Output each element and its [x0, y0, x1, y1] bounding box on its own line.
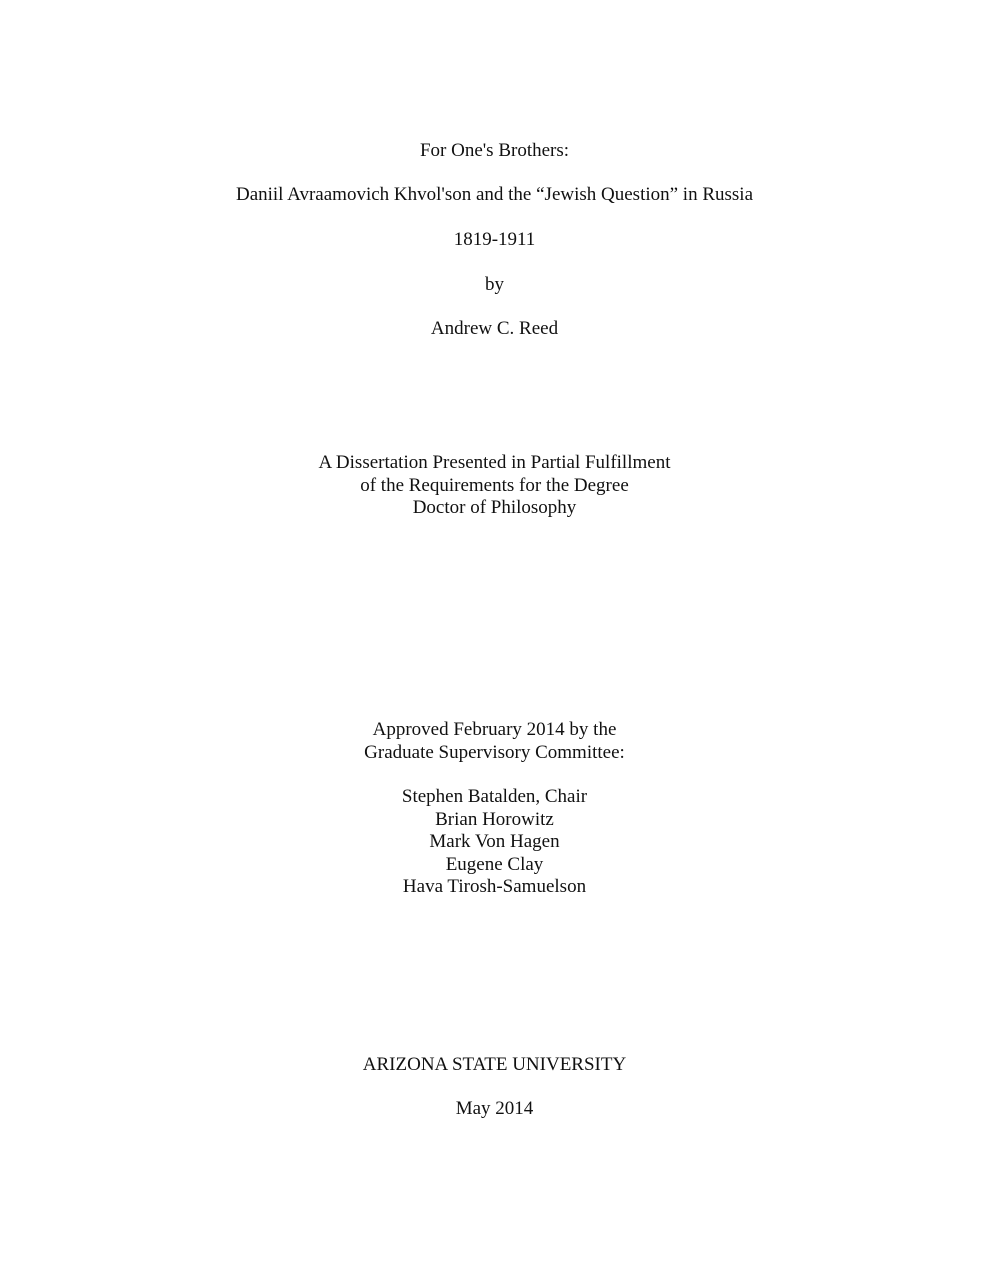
committee-member: Stephen Batalden, Chair	[401, 786, 588, 807]
date: May 2014	[455, 1098, 534, 1119]
committee-member: Eugene Clay	[445, 853, 544, 875]
by-label: by	[485, 274, 504, 295]
degree-statement-line: of the Requirements for the Degree	[360, 474, 629, 496]
committee-member: Mark Von Hagen	[429, 831, 560, 852]
degree-statement-line: Doctor of Philosophy	[412, 497, 577, 518]
years: 1819-1911	[453, 229, 536, 250]
degree-statement	[0, 452, 989, 520]
approval-statement	[0, 719, 989, 764]
page-title: For One's Brothers:	[419, 140, 570, 161]
committee-list	[0, 786, 989, 899]
author-name: Andrew C. Reed	[430, 318, 559, 339]
approval-line: Approved February 2014 by the	[372, 719, 617, 740]
page-subtitle: Daniil Avraamovich Khvol'son and the “Jewish Question” in Russia	[235, 184, 754, 205]
committee-member: Brian Horowitz	[435, 808, 554, 830]
committee-member: Hava Tirosh-Samuelson	[402, 876, 587, 897]
institution: ARIZONA STATE UNIVERSITY	[362, 1054, 627, 1075]
approval-line: Graduate Supervisory Committee:	[364, 741, 625, 763]
degree-statement-line: A Dissertation Presented in Partial Fulfillment	[318, 452, 671, 473]
